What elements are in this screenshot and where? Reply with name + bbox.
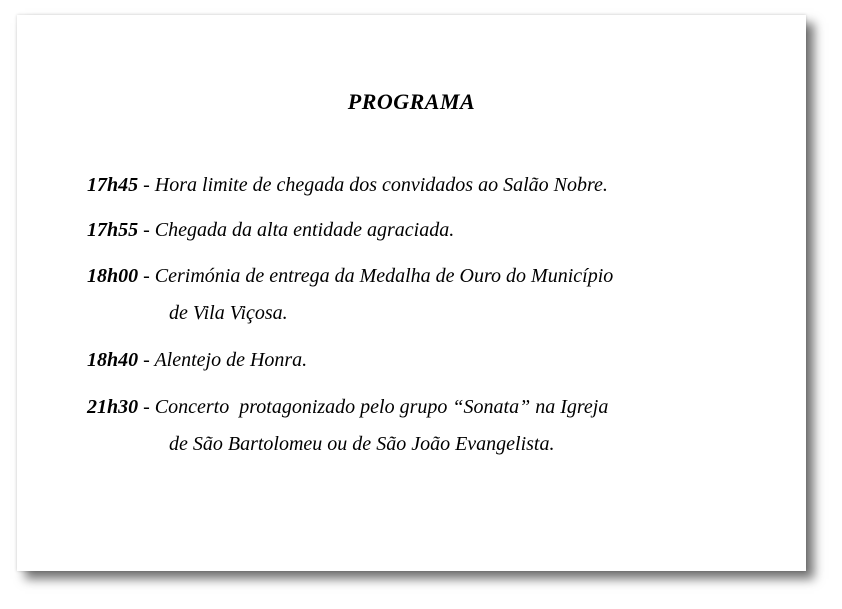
schedule-item	[87, 258, 613, 332]
schedule-item	[87, 342, 307, 379]
schedule-line	[87, 167, 608, 204]
schedule-time: 17h45	[87, 174, 139, 196]
schedule-line	[87, 342, 307, 379]
schedule-time: 17h55	[87, 219, 139, 241]
schedule-time: 21h30	[87, 396, 139, 418]
schedule-description: Cerimónia de entrega da Medalha de Ouro do Município	[154, 265, 614, 287]
schedule-time: 18h00	[87, 265, 139, 287]
schedule-line	[87, 389, 608, 426]
schedule-item	[87, 212, 454, 249]
schedule-item	[87, 389, 608, 463]
schedule-separator: -	[138, 265, 155, 287]
schedule-separator: -	[138, 219, 155, 241]
document-page	[17, 15, 806, 571]
schedule-description-continued: de Vila Viçosa.	[169, 302, 288, 324]
schedule-description: Hora limite de chegada dos convidados ao Salão Nobre.	[154, 174, 608, 196]
schedule-time: 18h40	[87, 349, 139, 371]
schedule-line	[87, 212, 454, 249]
page-title: PROGRAMA	[347, 89, 476, 114]
schedule-line	[87, 258, 613, 295]
schedule-description: Chegada da alta entidade agraciada.	[154, 219, 455, 241]
schedule-separator: -	[138, 396, 155, 418]
schedule-separator: -	[138, 349, 155, 371]
schedule-description-continued: de São Bartolomeu ou de São João Evangelista.	[169, 433, 555, 455]
schedule-description: Concerto protagonizado pelo grupo “Sonata” na Igreja	[154, 396, 609, 418]
schedule-item	[87, 167, 608, 204]
schedule-description: Alentejo de Honra.	[154, 349, 308, 371]
schedule-separator: -	[138, 174, 155, 196]
